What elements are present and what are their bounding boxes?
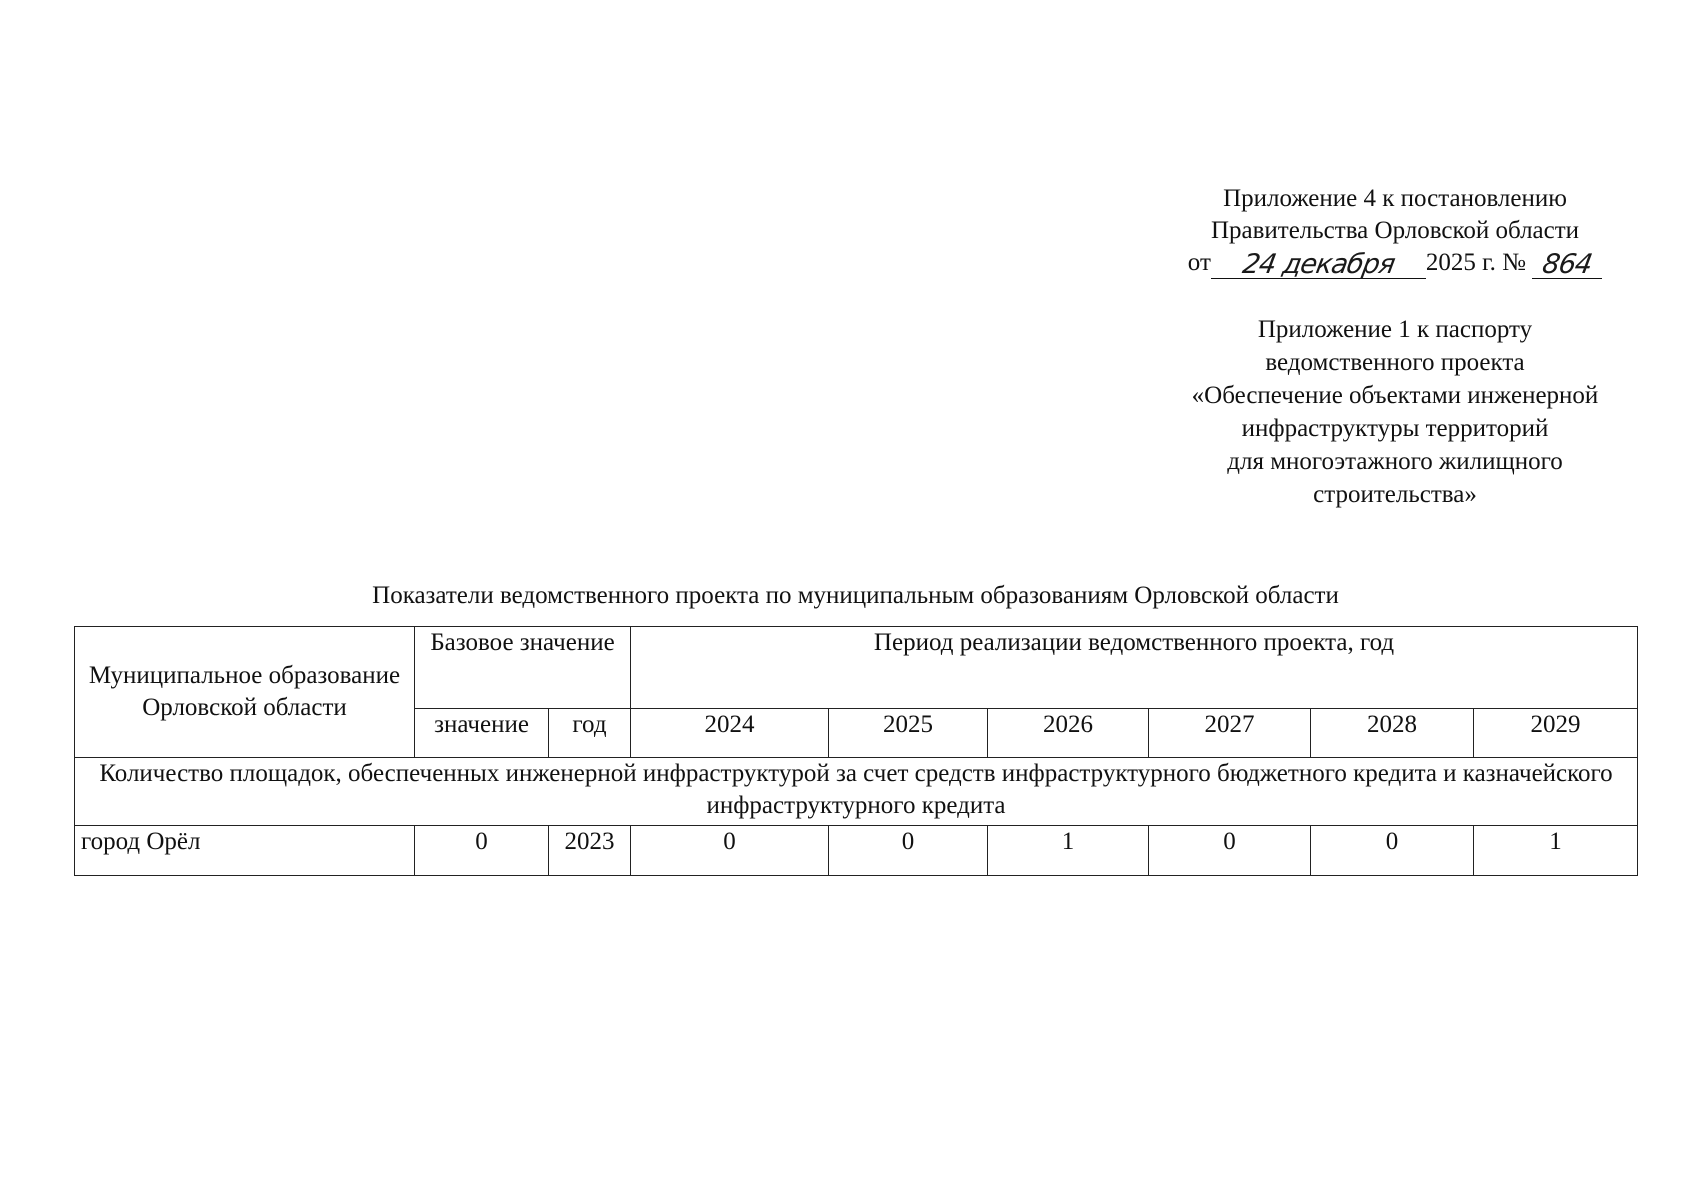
section-row bbox=[75, 758, 1638, 826]
header-municipality: Муниципальное образование Орловской области bbox=[75, 627, 415, 758]
header-year-2027: 2027 bbox=[1149, 709, 1311, 758]
table-row bbox=[75, 826, 1638, 876]
cell-value-2027: 0 bbox=[1149, 826, 1311, 876]
header-year-2025: 2025 bbox=[829, 709, 988, 758]
appendix-date-line bbox=[1155, 247, 1635, 279]
header-year: год bbox=[549, 709, 631, 758]
header-year-2029: 2029 bbox=[1474, 709, 1638, 758]
cell-value-2026: 1 bbox=[988, 826, 1149, 876]
header-period: Период реализации ведомственного проекта, год bbox=[631, 627, 1638, 709]
appendix-line-1: Приложение 4 к постановлению bbox=[1223, 185, 1567, 212]
appendix-block bbox=[1155, 183, 1635, 279]
header-year-2028: 2028 bbox=[1311, 709, 1474, 758]
cell-municipality: город Орёл bbox=[75, 826, 415, 876]
passport-line: для многоэтажного жилищного bbox=[1227, 448, 1563, 475]
handwritten-date: 24 декабря bbox=[1240, 249, 1397, 280]
handwritten-number: 864 bbox=[1540, 249, 1595, 280]
cell-value-2029: 1 bbox=[1474, 826, 1638, 876]
section-title: Количество площадок, обеспеченных инженерной инфраструктурой за счет средств инфраструктурного бюджетного кредита и казначейского инфраструктурного кредита bbox=[75, 758, 1638, 826]
cell-base-year: 2023 bbox=[549, 826, 631, 876]
indicators-table bbox=[74, 626, 1638, 876]
cell-base-value: 0 bbox=[415, 826, 549, 876]
header-value: значение bbox=[415, 709, 549, 758]
cell-value-2025: 0 bbox=[829, 826, 988, 876]
cell-value-2028: 0 bbox=[1311, 826, 1474, 876]
table-title: Показатели ведомственного проекта по муниципальным образованиям Орловской области bbox=[372, 582, 1339, 609]
header-year-2026: 2026 bbox=[988, 709, 1149, 758]
passport-line: инфраструктуры территорий bbox=[1241, 415, 1549, 442]
appendix-line-2: Правительства Орловской области bbox=[1210, 217, 1580, 244]
passport-line: Приложение 1 к паспорту bbox=[1257, 316, 1533, 343]
header-base-value: Базовое значение bbox=[415, 627, 631, 709]
header-row-1 bbox=[75, 627, 1638, 709]
passport-line: строительства» bbox=[1313, 481, 1477, 508]
passport-line: ведомственного проекта bbox=[1265, 349, 1525, 376]
year-text: 2025 г. № bbox=[1425, 249, 1526, 276]
cell-value-2024: 0 bbox=[631, 826, 829, 876]
date-blank bbox=[1211, 248, 1426, 279]
header-year-2024: 2024 bbox=[631, 709, 829, 758]
passport-line: «Обеспечение объектами инженерной bbox=[1191, 382, 1599, 409]
number-blank bbox=[1532, 248, 1602, 279]
passport-note bbox=[1145, 313, 1645, 511]
date-prefix: от bbox=[1187, 249, 1211, 276]
